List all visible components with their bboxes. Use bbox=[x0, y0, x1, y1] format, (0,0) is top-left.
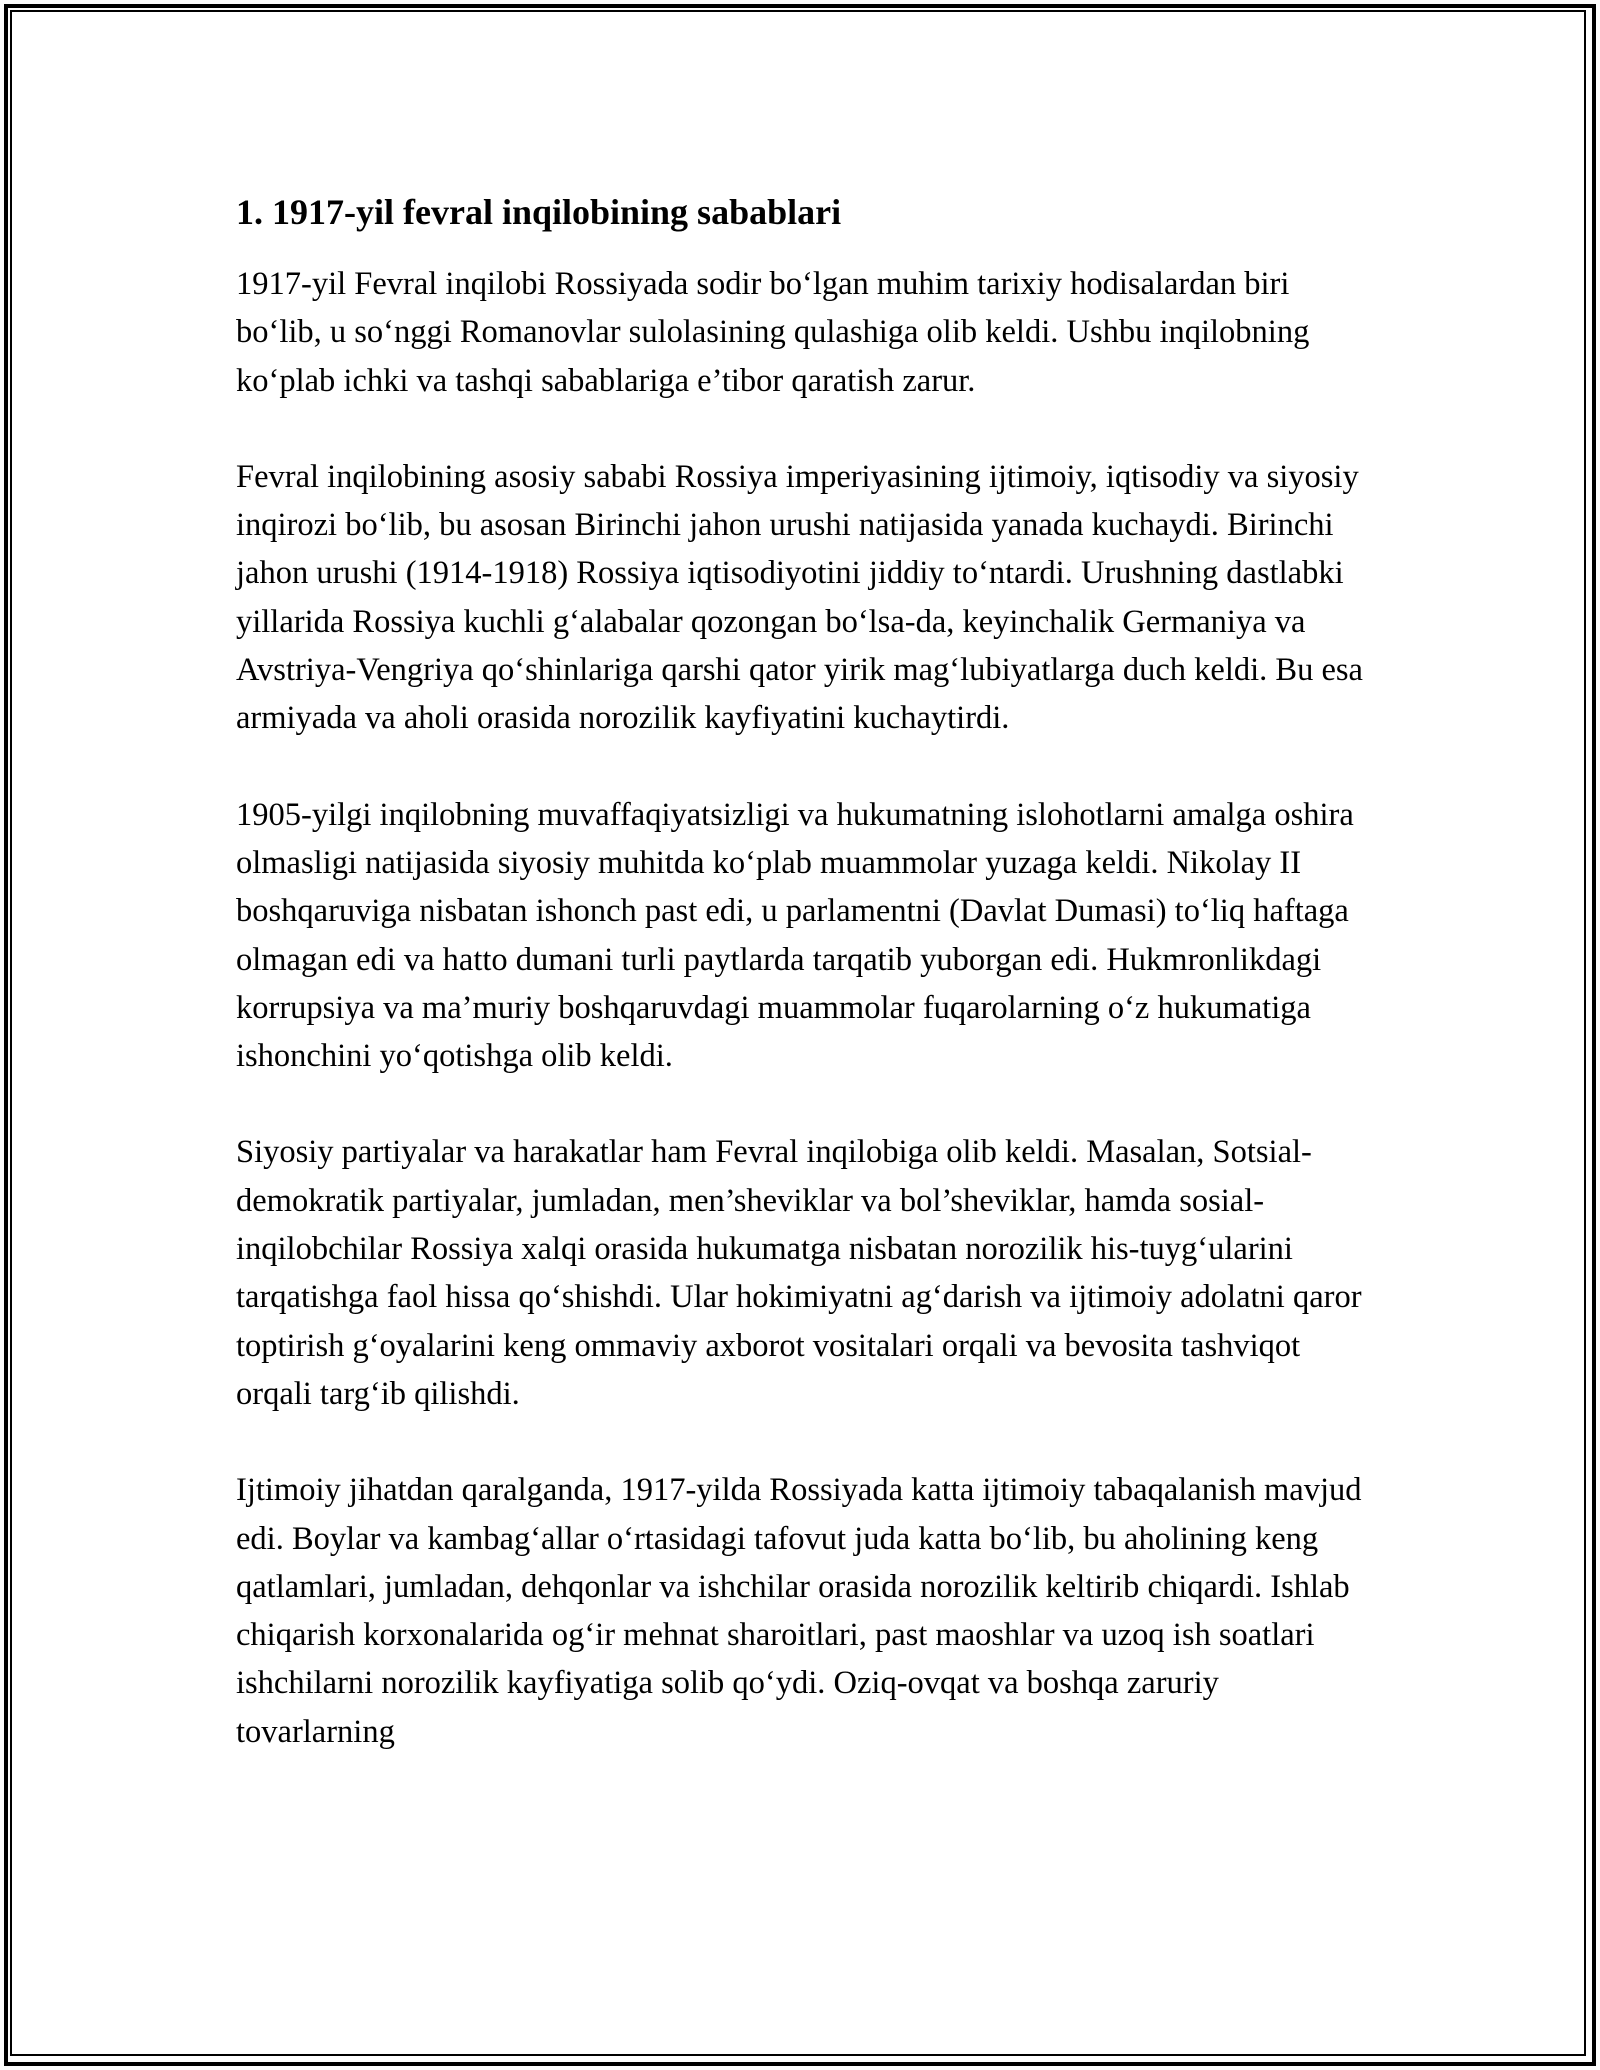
paragraph-2: Fevral inqilobining asosiy sababi Rossiya imperiyasining ijtimoiy, iqtisodiy va siyosiy inqirozi bo‘lib, bu asosan Birinchi jahon urushi natijasida yanada kuchaydi. Birinchi jahon urushi (1914-1918) Rossiya iqtisodiyotini jiddiy to‘ntardi. Urushning dastlabki yillarida Rossiya kuchli g‘alabalar qozongan bo‘lsa-da, keyinchalik Germaniya va Avstriya-Vengriya qo‘shinlariga qarshi qator yirik mag‘lubiyatlarga duch keldi. Bu esa armiyada va aholi orasida norozilik kayfiyatini kuchaytirdi. bbox=[236, 458, 1363, 737]
paragraph-3: 1905-yilgi inqilobning muvaffaqiyatsizligi va hukumatning islohotlarni amalga oshira olmasligi natijasida siyosiy muhitda ko‘plab muammolar yuzaga keldi. Nikolay II boshqaruviga nisbatan ishonch past edi, u parlamentni (Davlat Dumasi) to‘liq haftaga olmagan edi va hatto dumani turli paytlarda tarqatib yuborgan edi. Hukmronlikdagi korrupsiya va ma’muriy boshqaruvdagi muammolar fuqarolarning o‘z hukumatiga ishonchini yo‘qotishga olib keldi. bbox=[236, 796, 1354, 1075]
paragraph-1: 1917-yil Fevral inqilobi Rossiyada sodir bo‘lgan muhim tarixiy hodisalardan biri bo‘lib, u so‘nggi Romanovlar sulolasining qulashiga olib keldi. Ushbu inqilobning ko‘plab ichki va tashqi sabablariga e’tibor qaratish zarur. bbox=[236, 266, 1310, 399]
document-body bbox=[236, 186, 1366, 1804]
section-heading: 1. 1917-yil fevral inqilobining sabablari bbox=[236, 192, 842, 232]
paragraph-5: Ijtimoiy jihatdan qaralganda, 1917-yilda Rossiyada katta ijtimoiy tabaqalanish mavjud edi. Boylar va kambag‘allar o‘rtasidagi tafovut juda katta bo‘lib, bu aholining keng qatlamlari, jumladan, dehqonlar va ishchilar orasida norozilik keltirib chiqardi. Ishlab chiqarish korxonalarida og‘ir mehnat sharoitlari, past maoshlar va uzoq ish soatlari ishchilarni norozilik kayfiyatiga solib qo‘ydi. Oziq-ovqat va boshqa zaruriy tovarlarning bbox=[236, 1472, 1362, 1750]
paragraph-4: Siyosiy partiyalar va harakatlar ham Fevral inqilobiga olib keldi. Masalan, Sotsial-demokratik partiyalar, jumladan, men’sheviklar va bol’sheviklar, hamda sosial-inqilobchilar Rossiya xalqi orasida hukumatga nisbatan norozilik his-tuyg‘ularini tarqatishga faol hissa qo‘shishdi. Ular hokimiyatni ag‘darish va ijtimoiy adolatni qaror toptirish g‘oyalarini keng ommaviy axborot vositalari orqali va bevosita tashviqot orqali targ‘ib qilishdi. bbox=[236, 1134, 1362, 1412]
